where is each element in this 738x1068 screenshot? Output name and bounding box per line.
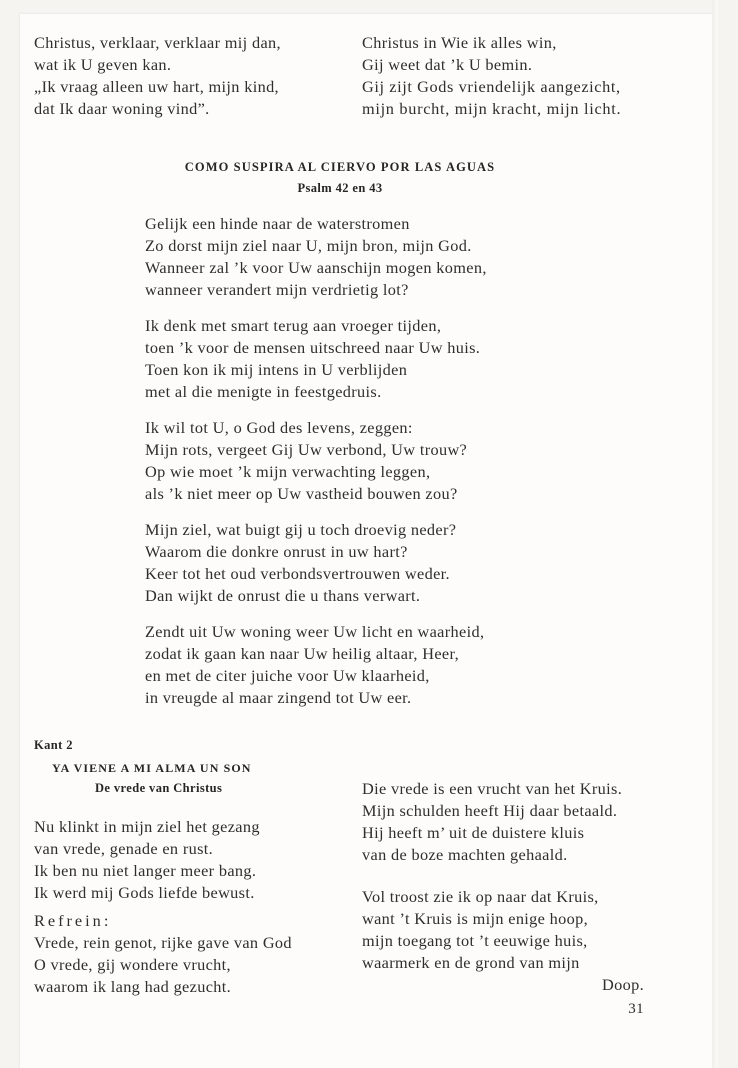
- verse-line: zodat ik gaan kan naar Uw heilig altaar, Heer,: [145, 644, 460, 663]
- verse-line: Mijn ziel, wat buigt gij u toch droevig neder?: [145, 520, 457, 539]
- kant-label: Kant 2: [34, 738, 73, 752]
- verse-line: dat Ik daar woning vind”.: [34, 99, 210, 118]
- verse-line: Vol troost zie ik op naar dat Kruis,: [362, 887, 599, 906]
- last-word: Doop.: [602, 975, 644, 994]
- verse-line: Mijn rots, vergeet Gij Uw verbond, Uw trouw?: [145, 440, 468, 459]
- verse-line: Ik werd mij Gods liefde bewust.: [34, 883, 255, 902]
- verse-line: Op wie moet ’k mijn verwachting leggen,: [145, 462, 431, 481]
- stanza: [145, 519, 487, 607]
- verse-line: Vrede, rein genot, rijke gave van God: [34, 933, 292, 952]
- top-left-stanza: [34, 32, 281, 120]
- verse-line: Christus in Wie ik alles win,: [362, 33, 557, 52]
- verse-line: Toen kon ik mij intens in U verblijden: [145, 360, 408, 379]
- verse-line: waarmerk en de grond van mijn: [362, 953, 580, 972]
- verse-line: Mijn schulden heeft Hij daar betaald.: [362, 801, 618, 820]
- page-edge: [712, 0, 718, 1068]
- verse-line: Zo dorst mijn ziel naar U, mijn bron, mijn God.: [145, 236, 472, 255]
- verse-line: mijn burcht, mijn kracht, mijn licht.: [362, 99, 622, 118]
- verse-line: Christus, verklaar, verklaar mij dan,: [34, 33, 281, 52]
- verse-line: wanneer verandert mijn verdrietig lot?: [145, 280, 409, 299]
- hymn-subtitle: De vrede van Christus: [95, 781, 223, 795]
- stanza: [145, 621, 487, 709]
- verse-line: Gij zijt Gods vriendelijk aangezicht,: [362, 77, 621, 96]
- verse-line: O vrede, gij wondere vrucht,: [34, 955, 231, 974]
- hymn-right-stanza-2: [362, 886, 599, 974]
- stanza: [145, 417, 487, 505]
- verse-line: Ik denk met smart terug aan vroeger tijden,: [145, 316, 442, 335]
- verse-line: toen ’k voor de mensen uitschreed naar Uw huis.: [145, 338, 481, 357]
- verse-line: van de boze machten gehaald.: [362, 845, 568, 864]
- verse-line: mijn toegang tot ’t eeuwige huis,: [362, 931, 588, 950]
- verse-line: Ik ben nu niet langer meer bang.: [34, 861, 257, 880]
- top-right-stanza: [362, 32, 621, 120]
- section-title: COMO SUSPIRA AL CIERVO POR LAS AGUAS: [184, 160, 496, 174]
- verse-line: Zendt uit Uw woning weer Uw licht en waarheid,: [145, 622, 485, 641]
- verse-line: „Ik vraag alleen uw hart, mijn kind,: [34, 77, 279, 96]
- stanza: [145, 315, 487, 403]
- verse-line: wat ik U geven kan.: [34, 55, 172, 74]
- stanza: [145, 213, 487, 301]
- verse-line: Die vrede is een vrucht van het Kruis.: [362, 779, 623, 798]
- verse-line: als ’k niet meer op Uw vastheid bouwen zou?: [145, 484, 458, 503]
- verse-line: Keer tot het oud verbondsvertrouwen weder.: [145, 564, 450, 583]
- verse-line: van vrede, genade en rust.: [34, 839, 214, 858]
- verse-line: Hij heeft m’ uit de duistere kluis: [362, 823, 585, 842]
- verse-line: Nu klinkt in mijn ziel het gezang: [34, 817, 260, 836]
- page-number: 31: [628, 1001, 644, 1017]
- verse-line: want ’t Kruis is mijn enige hoop,: [362, 909, 589, 928]
- refrain-label: Refrein:: [34, 911, 112, 930]
- hymn-title: YA VIENE A MI ALMA UN SON: [52, 761, 252, 775]
- verse-line: waarom ik lang had gezucht.: [34, 977, 232, 996]
- verse-line: en met de citer juiche voor Uw klaarheid,: [145, 666, 430, 685]
- hymn-left-stanza: [34, 816, 260, 904]
- hymn-refrain: [34, 910, 292, 998]
- psalm-stanzas: [145, 213, 487, 723]
- verse-line: in vreugde al maar zingend tot Uw eer.: [145, 688, 412, 707]
- verse-line: Gelijk een hinde naar de waterstromen: [145, 214, 410, 233]
- verse-line: met al die menigte in feestgedruis.: [145, 382, 382, 401]
- verse-line: Waarom die donkre onrust in uw hart?: [145, 542, 408, 561]
- verse-line: Ik wil tot U, o God des levens, zeggen:: [145, 418, 413, 437]
- section-subtitle: Psalm 42 en 43: [297, 181, 383, 195]
- verse-line: Wanneer zal ’k voor Uw aanschijn mogen komen,: [145, 258, 487, 277]
- verse-line: Gij weet dat ’k U bemin.: [362, 55, 533, 74]
- verse-line: Dan wijkt de onrust die u thans verwart.: [145, 586, 421, 605]
- hymn-right-stanza-1: [362, 778, 622, 866]
